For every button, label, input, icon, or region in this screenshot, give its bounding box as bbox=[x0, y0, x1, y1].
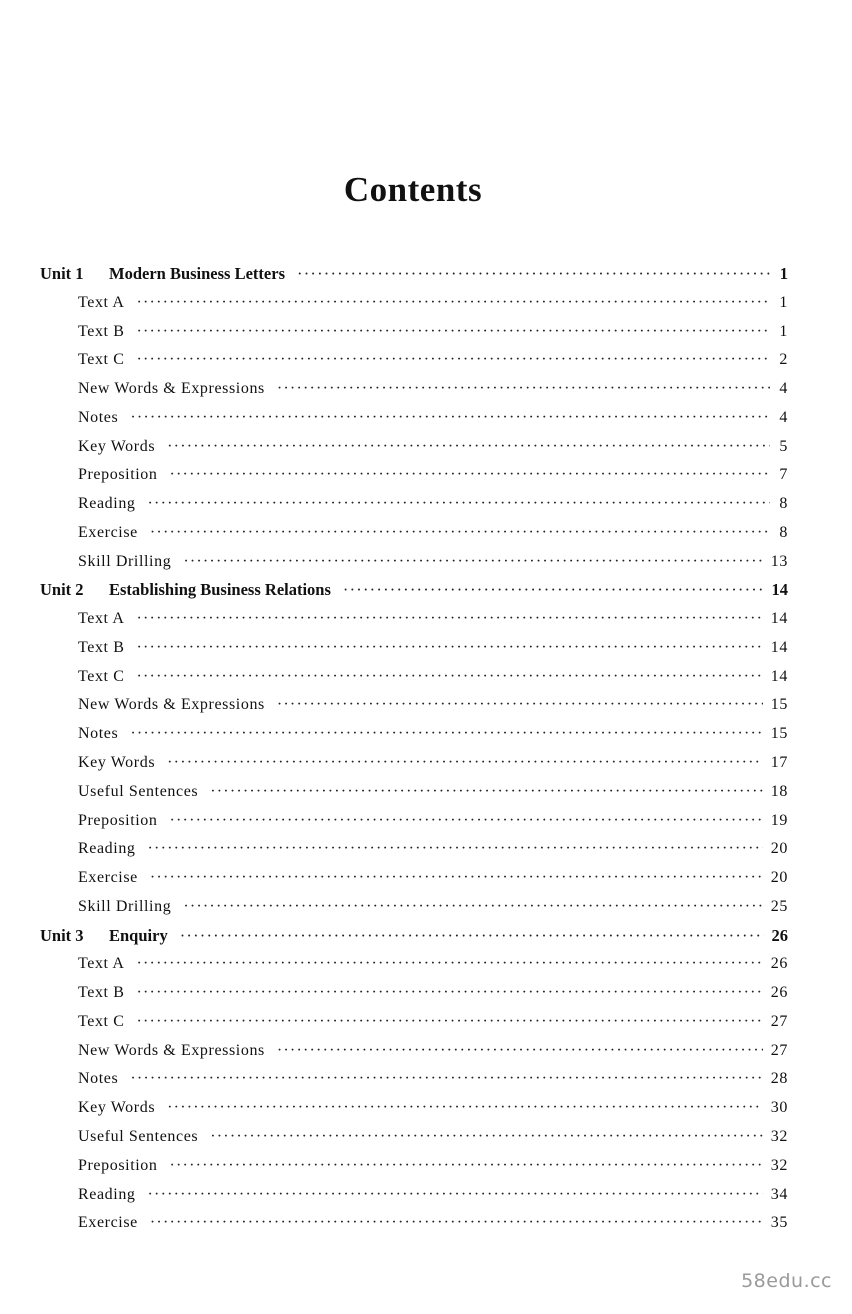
dot-leader bbox=[136, 979, 762, 1008]
entry-label: Preposition bbox=[78, 1156, 158, 1174]
toc-entry-row[interactable] bbox=[40, 864, 788, 893]
entry-label: Reading bbox=[78, 1185, 136, 1203]
entry-label: Text A bbox=[78, 610, 125, 628]
page-number: 15 bbox=[770, 696, 788, 714]
unit-number: Unit 3 bbox=[40, 925, 84, 945]
toc-entry-row[interactable] bbox=[40, 950, 788, 979]
entry-label: Text B bbox=[78, 638, 125, 656]
page-number: 1 bbox=[779, 264, 788, 283]
dot-leader bbox=[343, 576, 764, 605]
toc-entry-row[interactable] bbox=[40, 461, 788, 490]
page-number: 5 bbox=[779, 437, 788, 455]
toc-entry-row[interactable] bbox=[40, 375, 788, 404]
dot-leader bbox=[150, 1209, 763, 1238]
dot-leader bbox=[148, 490, 770, 519]
dot-leader bbox=[136, 318, 770, 347]
entry-label: Notes bbox=[78, 725, 119, 743]
entry-label: Text C bbox=[78, 667, 125, 685]
dot-leader bbox=[277, 375, 770, 404]
toc-unit-row[interactable] bbox=[40, 922, 788, 951]
entry-label: Reading bbox=[78, 840, 136, 858]
toc-entry-row[interactable] bbox=[40, 749, 788, 778]
toc-entry-row[interactable] bbox=[40, 1037, 788, 1066]
entry-label: Useful Sentences bbox=[78, 782, 199, 800]
page-number: 13 bbox=[770, 552, 788, 570]
page-number: 26 bbox=[770, 955, 788, 973]
dot-leader bbox=[180, 922, 764, 951]
entry-label: Text C bbox=[78, 351, 125, 369]
entry-label: Text A bbox=[78, 293, 125, 311]
toc-unit-row[interactable] bbox=[40, 260, 788, 289]
unit-title: Modern Business Letters bbox=[109, 264, 285, 283]
dot-leader bbox=[136, 663, 762, 692]
entry-label: Text C bbox=[78, 1012, 125, 1030]
entry-label: Exercise bbox=[78, 1214, 138, 1232]
entry-label: Skill Drilling bbox=[78, 897, 172, 915]
dot-leader bbox=[277, 691, 763, 720]
page-number: 27 bbox=[770, 1012, 788, 1030]
toc-entry-row[interactable] bbox=[40, 1152, 788, 1181]
page-number: 25 bbox=[770, 897, 788, 915]
page-number: 14 bbox=[771, 580, 788, 600]
toc-entry-row[interactable] bbox=[40, 979, 788, 1008]
entry-label: Text A bbox=[78, 955, 125, 973]
table-of-contents bbox=[40, 260, 788, 1238]
entry-label: New Words & Expressions bbox=[78, 380, 265, 398]
page-number: 14 bbox=[770, 667, 788, 685]
unit-title: Establishing Business Relations bbox=[109, 580, 331, 600]
unit-number: Unit 1 bbox=[40, 264, 84, 283]
dot-leader bbox=[136, 1008, 762, 1037]
entry-label: Reading bbox=[78, 495, 136, 513]
page-number: 30 bbox=[770, 1099, 788, 1117]
entry-label: Skill Drilling bbox=[78, 552, 172, 570]
entry-label: New Words & Expressions bbox=[78, 1041, 265, 1059]
page-number: 20 bbox=[770, 840, 788, 858]
toc-entry-row[interactable] bbox=[40, 835, 788, 864]
dot-leader bbox=[167, 433, 770, 462]
toc-entry-row[interactable] bbox=[40, 1209, 788, 1238]
toc-entry-row[interactable] bbox=[40, 893, 788, 922]
toc-entry-row[interactable] bbox=[40, 634, 788, 663]
page-number: 34 bbox=[770, 1185, 788, 1203]
toc-entry-row[interactable] bbox=[40, 289, 788, 318]
entry-label: Key Words bbox=[78, 437, 156, 455]
entry-label: Useful Sentences bbox=[78, 1127, 199, 1145]
dot-leader bbox=[150, 864, 763, 893]
page-number: 35 bbox=[770, 1214, 788, 1232]
page-number: 19 bbox=[770, 811, 788, 829]
page-number: 28 bbox=[770, 1070, 788, 1088]
toc-entry-row[interactable] bbox=[40, 318, 788, 347]
toc-unit-row[interactable] bbox=[40, 576, 788, 605]
toc-entry-row[interactable] bbox=[40, 1008, 788, 1037]
dot-leader bbox=[136, 289, 770, 318]
entry-label: Preposition bbox=[78, 811, 158, 829]
toc-entry-row[interactable] bbox=[40, 1065, 788, 1094]
toc-entry-row[interactable] bbox=[40, 519, 788, 548]
entry-label: Text B bbox=[78, 322, 125, 340]
dot-leader bbox=[210, 778, 763, 807]
toc-entry-row[interactable] bbox=[40, 346, 788, 375]
page-number: 4 bbox=[779, 380, 788, 398]
page-number: 20 bbox=[770, 869, 788, 887]
toc-entry-row[interactable] bbox=[40, 1123, 788, 1152]
entry-label: Key Words bbox=[78, 1099, 156, 1117]
dot-leader bbox=[297, 260, 770, 289]
toc-entry-row[interactable] bbox=[40, 1181, 788, 1210]
dot-leader bbox=[167, 1094, 763, 1123]
page-number: 14 bbox=[770, 610, 788, 628]
toc-entry-row[interactable] bbox=[40, 404, 788, 433]
page-number: 2 bbox=[779, 351, 788, 369]
page-number: 1 bbox=[779, 322, 788, 340]
toc-entry-row[interactable] bbox=[40, 691, 788, 720]
unit-title: Enquiry bbox=[109, 925, 168, 945]
dot-leader bbox=[148, 835, 763, 864]
page-number: 8 bbox=[779, 523, 788, 541]
toc-entry-row[interactable] bbox=[40, 807, 788, 836]
page-number: 14 bbox=[770, 638, 788, 656]
dot-leader bbox=[183, 548, 762, 577]
toc-entry-row[interactable] bbox=[40, 663, 788, 692]
dot-leader bbox=[130, 404, 770, 433]
dot-leader bbox=[210, 1123, 763, 1152]
page-title: Contents bbox=[343, 170, 483, 209]
toc-entry-row[interactable] bbox=[40, 720, 788, 749]
toc-entry-row[interactable] bbox=[40, 1094, 788, 1123]
unit-number: Unit 2 bbox=[40, 580, 84, 600]
entry-label: Exercise bbox=[78, 869, 138, 887]
page-number: 1 bbox=[779, 293, 788, 311]
toc-entry-row[interactable] bbox=[40, 778, 788, 807]
dot-leader bbox=[170, 807, 763, 836]
dot-leader bbox=[136, 346, 770, 375]
entry-label: Notes bbox=[78, 408, 119, 426]
page-number: 18 bbox=[770, 782, 788, 800]
page-number: 15 bbox=[770, 725, 788, 743]
dot-leader bbox=[277, 1037, 763, 1066]
toc-entry-row[interactable] bbox=[40, 605, 788, 634]
dot-leader bbox=[136, 605, 762, 634]
dot-leader bbox=[136, 634, 762, 663]
page-number: 27 bbox=[770, 1041, 788, 1059]
dot-leader bbox=[130, 720, 762, 749]
dot-leader bbox=[170, 1152, 763, 1181]
dot-leader bbox=[183, 893, 762, 922]
page-number: 7 bbox=[779, 466, 788, 484]
entry-label: Text B bbox=[78, 984, 125, 1002]
page-number: 26 bbox=[770, 984, 788, 1002]
page-number: 32 bbox=[770, 1127, 788, 1145]
entry-label: Notes bbox=[78, 1070, 119, 1088]
toc-entry-row[interactable] bbox=[40, 490, 788, 519]
dot-leader bbox=[150, 519, 770, 548]
dot-leader bbox=[167, 749, 763, 778]
page-number: 26 bbox=[771, 925, 788, 945]
page-number: 17 bbox=[770, 754, 788, 772]
dot-leader bbox=[170, 461, 771, 490]
entry-label: Exercise bbox=[78, 523, 138, 541]
entry-label: Preposition bbox=[78, 466, 158, 484]
page-number: 4 bbox=[779, 408, 788, 426]
dot-leader bbox=[148, 1181, 763, 1210]
dot-leader bbox=[130, 1065, 762, 1094]
entry-label: Key Words bbox=[78, 754, 156, 772]
toc-entry-row[interactable] bbox=[40, 548, 788, 577]
toc-entry-row[interactable] bbox=[40, 433, 788, 462]
dot-leader bbox=[136, 950, 762, 979]
page-number: 8 bbox=[779, 495, 788, 513]
watermark: 58edu.cc bbox=[741, 1270, 832, 1292]
page-number: 32 bbox=[770, 1156, 788, 1174]
entry-label: New Words & Expressions bbox=[78, 696, 265, 714]
